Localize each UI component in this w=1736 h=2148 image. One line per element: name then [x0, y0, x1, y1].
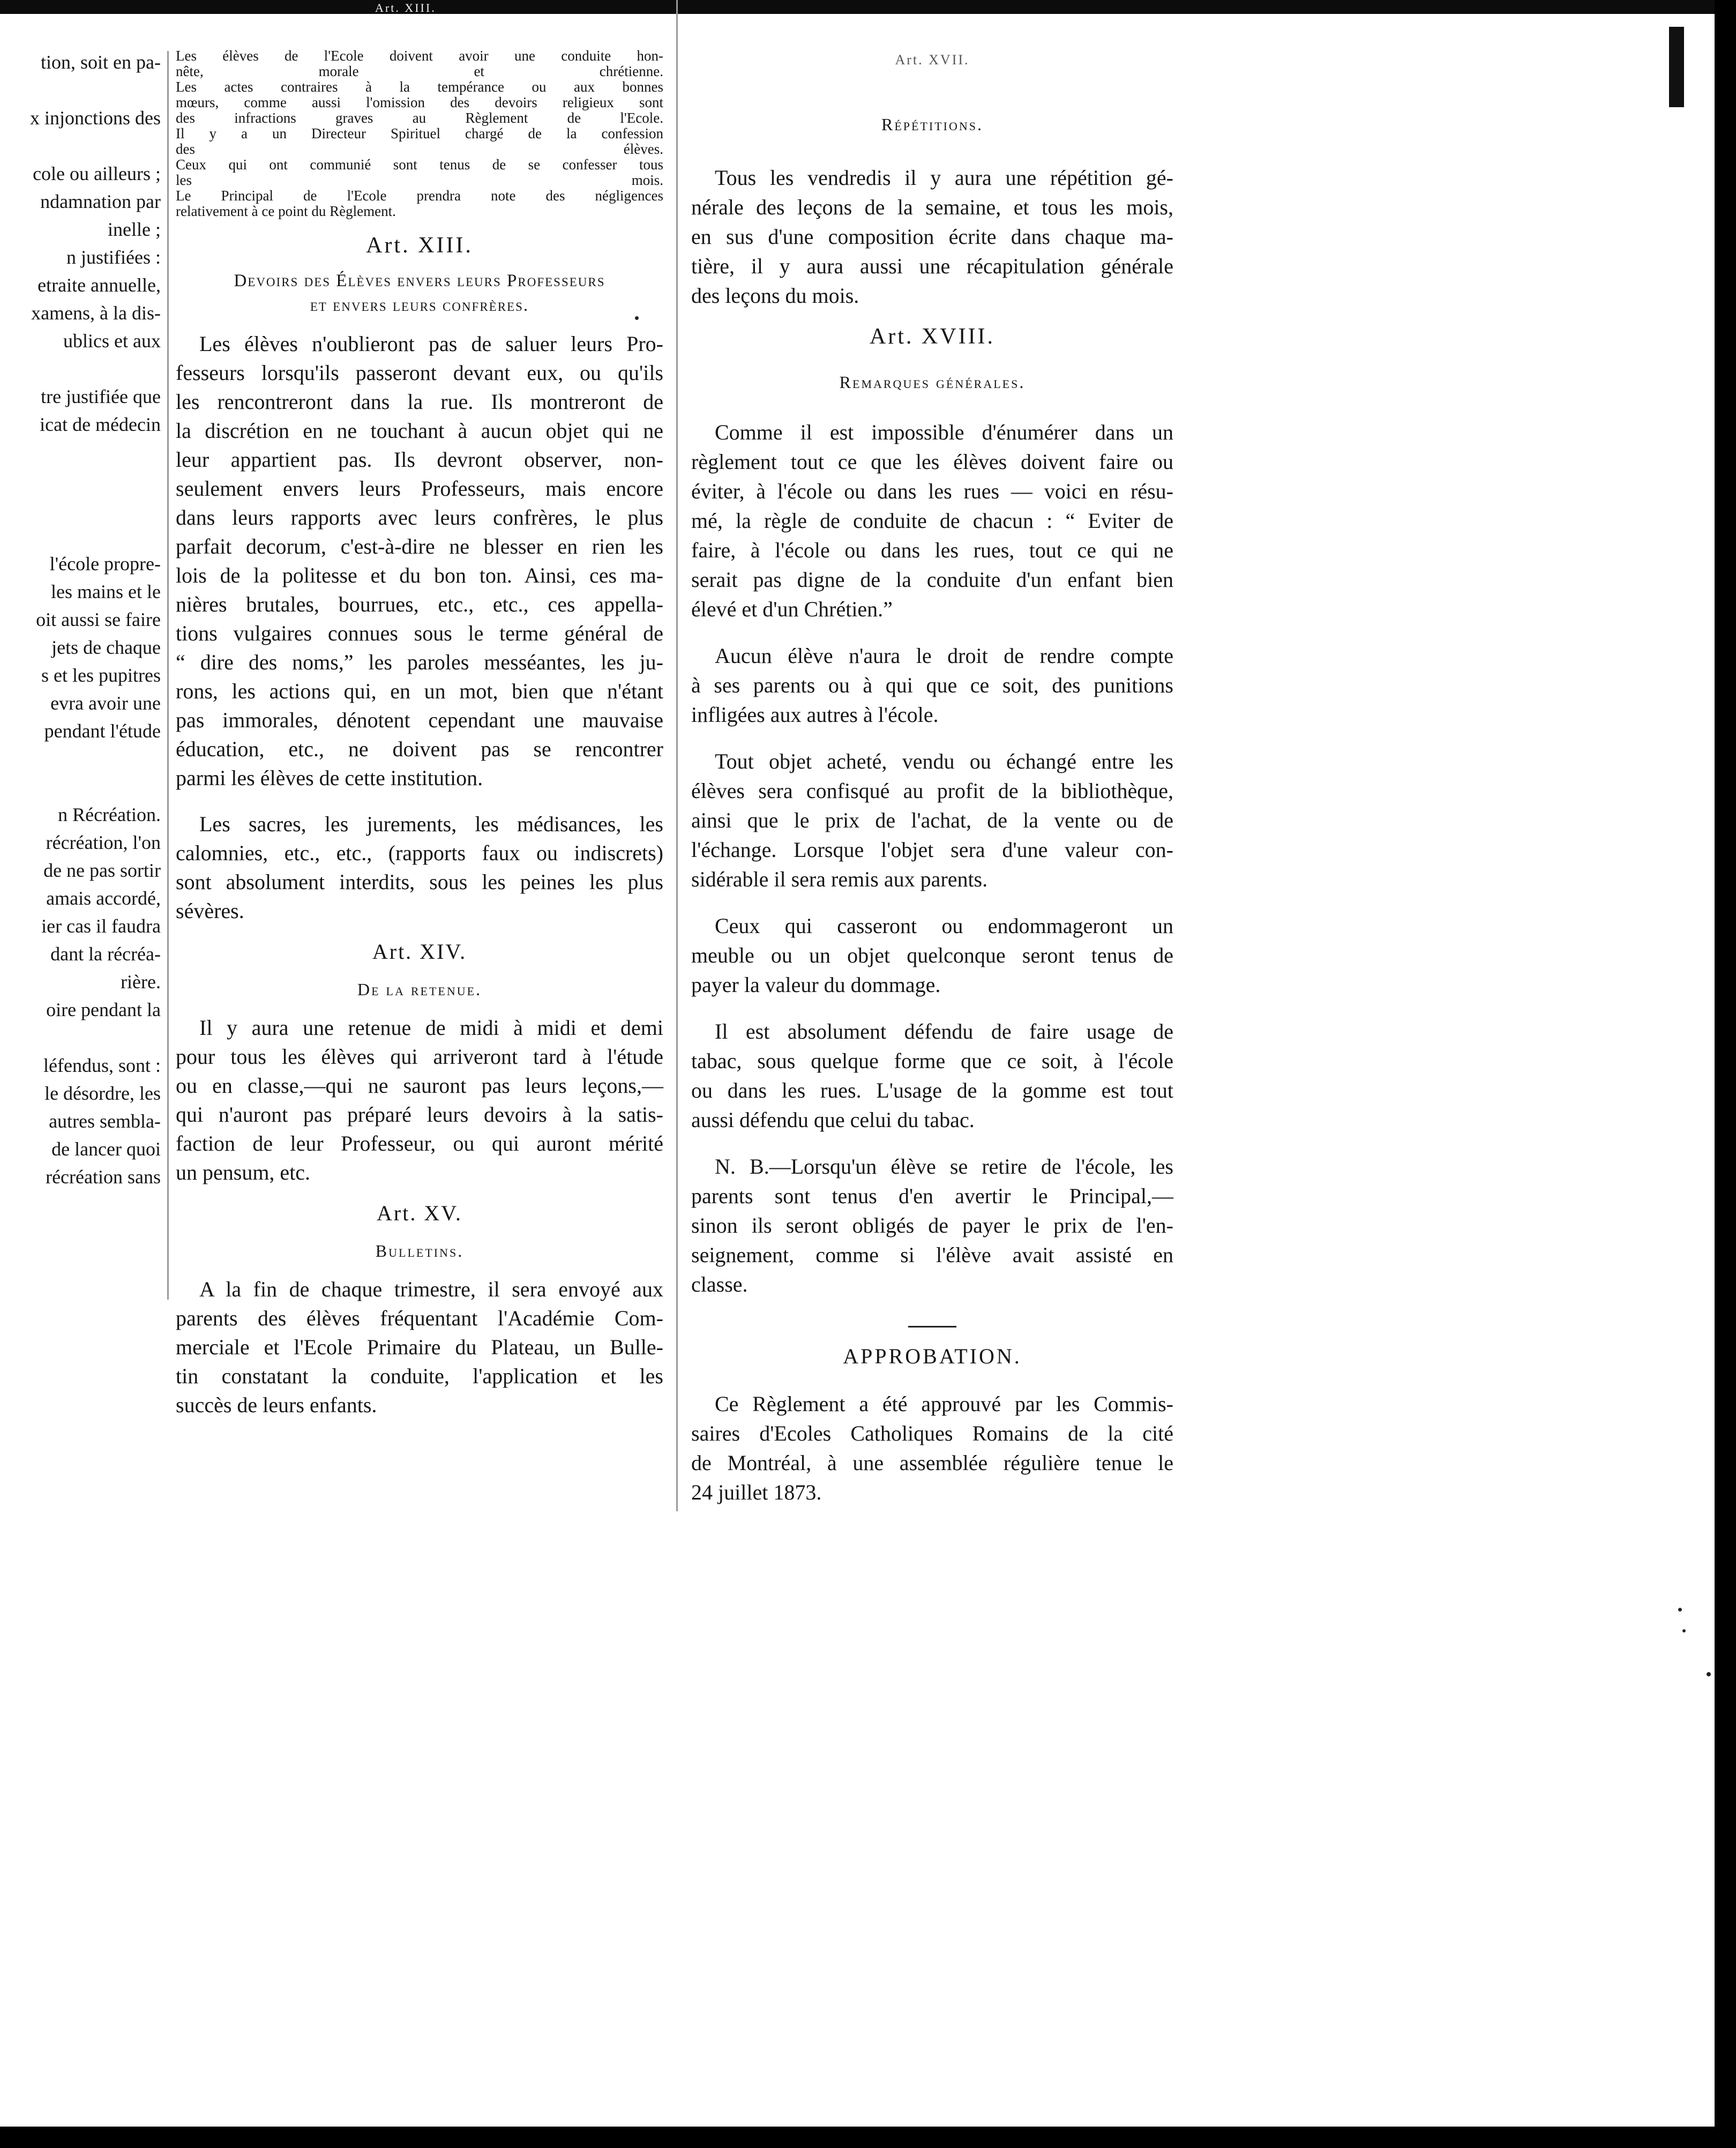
small-text-line: Le Principal de l'Ecole prendra note des négligences: [176, 188, 663, 204]
text-line: ou dans les rues. L'usage de la gomme est tout: [691, 1078, 1173, 1102]
text-line: classe.: [691, 1272, 748, 1296]
small-text-line: les mois.: [176, 172, 663, 188]
cut-text-line: [0, 132, 161, 160]
cut-text-line: jets de chaque: [51, 637, 161, 658]
text-line: l'échange. Lorsque l'objet sera d'une valeur con-: [691, 838, 1173, 862]
cut-text-line: [0, 773, 161, 801]
text-line: payer la valeur du dommage.: [691, 973, 941, 997]
scan-border-right: [1715, 0, 1736, 2148]
text-line: N. B.—Lorsqu'un élève se retire de l'école, les: [715, 1154, 1173, 1179]
text-line: sinon ils seront obligés de payer le prix de l'en-: [691, 1213, 1173, 1237]
scan-border-bottom: [0, 2127, 1736, 2148]
cut-text-line: rière.: [121, 971, 161, 993]
text-line: tabac, sous quelque forme que ce soit, à l'école: [691, 1049, 1173, 1073]
small-text-line: Ceux qui ont communié sont tenus de se confesser tous: [176, 156, 663, 173]
text-line: élevé et d'un Chrétien.”: [691, 597, 893, 621]
column-rule-left: [167, 51, 169, 1300]
text-line: tière, il y aura aussi une récapitulation générale: [691, 254, 1173, 278]
scan-speck: [635, 316, 639, 320]
text-line: la discrétion en ne touchant à aucun objet qui ne: [176, 419, 663, 443]
cut-text-line: amais accordé,: [46, 887, 161, 909]
text-line: des leçons du mois.: [691, 284, 859, 308]
article-18-paragraph-3: [691, 747, 1173, 894]
text-line: parents sont tenus d'en avertir le Principal,—: [691, 1184, 1173, 1208]
text-line: sidérable il sera remis aux parents.: [691, 867, 988, 891]
article-18-paragraph-2: [691, 641, 1173, 729]
text-line: Tous les vendredis il y aura une répétition gé-: [715, 166, 1173, 190]
text-line: merciale et l'Ecole Primaire du Plateau, un Bulle-: [176, 1335, 663, 1359]
cut-text-line: le désordre, les: [44, 1083, 161, 1104]
text-line: éviter, à l'école ou dans les rues — voici en résu-: [691, 479, 1173, 503]
scan-speck: [1682, 1629, 1686, 1632]
cut-text-line: [0, 494, 161, 522]
approbation-title: APPROBATION.: [843, 1344, 1022, 1368]
column-right: [691, 48, 1173, 1507]
text-line: Aucun élève n'aura le droit de rendre compte: [715, 644, 1173, 668]
text-line: Tout objet acheté, vendu ou échangé entre les: [715, 749, 1173, 773]
text-line: parents des élèves fréquentant l'Académie Com-: [176, 1306, 663, 1330]
small-text-line: Les actes contraires à la tempérance ou aux bonnes: [176, 79, 663, 95]
cut-text-line: etraite annuelle,: [38, 274, 161, 296]
text-line: calomnies, etc., etc., (rapports faux ou indiscrets): [176, 841, 663, 865]
text-line: nières brutales, bourrues, etc., etc., ces appella-: [176, 592, 663, 616]
text-line: qui n'auront pas préparé leurs devoirs à la satis-: [176, 1102, 663, 1127]
cut-text-line: léfendus, sont :: [43, 1055, 161, 1076]
cut-text-line: ublics et aux: [63, 330, 161, 352]
text-line: mé, la règle de conduite de chacun : “ Eviter de: [691, 509, 1173, 533]
article-15-subtitle: Bulletins.: [375, 1241, 464, 1261]
small-text-line: nête, morale et chrétienne.: [176, 63, 663, 79]
text-line: lois de la politesse et du bon ton. Ainsi, ces ma-: [176, 563, 663, 587]
text-line: A la fin de chaque trimestre, il sera envoyé aux: [199, 1277, 663, 1301]
cut-text-line: ndamnation par: [40, 191, 161, 212]
cut-text-line: de ne pas sortir: [43, 860, 161, 881]
text-line: pour tous les élèves qui arriveront tard à l'étude: [176, 1045, 663, 1069]
article-14-title: Art. XIV.: [372, 939, 467, 964]
text-line: sévères.: [176, 899, 244, 923]
text-line: 24 juillet 1873.: [691, 1480, 822, 1504]
text-line: aussi défendu que celui du tabac.: [691, 1108, 975, 1132]
cut-text-line: de lancer quoi: [51, 1138, 161, 1160]
small-text-line: des infractions graves au Règlement de l'Ecole.: [176, 110, 663, 126]
text-line: parmi les élèves de cette institution.: [176, 766, 483, 790]
article-18-paragraph-4: [691, 911, 1173, 1000]
scan-speck: [1678, 1608, 1682, 1612]
cut-text-line: récréation, l'on: [46, 832, 161, 853]
article-13-heading-line-1: Devoirs des Élèves envers leurs Professeurs: [234, 271, 605, 290]
cut-text-line: dant la récréa-: [50, 943, 161, 965]
cut-text-line: [0, 466, 161, 494]
text-line: succès de leurs enfants.: [176, 1393, 377, 1417]
article-13-heading-line-2: et envers leurs confrères.: [310, 296, 529, 315]
text-line: en sus d'une composition écrite dans chaque ma-: [691, 225, 1173, 249]
text-line: ou en classe,—qui ne sauront pas leurs leçons,—: [176, 1073, 663, 1098]
article-18-subtitle: Remarques générales.: [839, 372, 1026, 392]
text-line: fesseurs lorsqu'ils passeront devant eux, ou qu'ils: [176, 361, 663, 385]
article-13-paragraph-1: [176, 330, 663, 793]
small-text-line: mœurs, comme aussi l'omission des devoirs religieux sont: [176, 94, 663, 110]
text-line: rons, les actions qui, en un mot, bien que n'étant: [176, 679, 663, 703]
section-divider: [908, 1326, 956, 1327]
cut-text-line: evra avoir une: [50, 692, 161, 714]
text-line: de Montréal, à une assemblée régulière tenue le: [691, 1451, 1173, 1475]
article-18-paragraph-1: [691, 417, 1173, 624]
cut-text-line: icat de médecin: [40, 414, 161, 435]
scan-speck: [1707, 1672, 1711, 1676]
text-line: les rencontreront dans la rue. Ils montreront de: [176, 390, 663, 414]
small-text-line: relativement à ce point du Règlement.: [176, 203, 396, 219]
article-13-paragraph-2: [176, 810, 663, 926]
text-line: tions vulgaires connues sous le terme général de: [176, 621, 663, 645]
article-13-title: Art. XIII.: [366, 233, 473, 258]
text-line: meuble ou un objet quelconque seront tenus de: [691, 943, 1173, 967]
cut-text-line: autres sembla-: [49, 1110, 161, 1132]
text-line: seulement envers leurs Professeurs, mais encore: [176, 476, 663, 501]
cut-text-line: tion, soit en pa-: [41, 51, 161, 73]
text-line: saires d'Ecoles Catholiques Romains de la cité: [691, 1421, 1173, 1445]
text-line: infligées aux autres à l'école.: [691, 703, 939, 727]
cut-text-line: n justifiées :: [66, 247, 161, 268]
cut-text-line: oire pendant la: [46, 999, 161, 1020]
text-line: sont absolument interdits, sous les peines les plus: [176, 870, 663, 894]
cut-header-left: Art. XIII.: [375, 1, 436, 14]
article-15-title: Art. XV.: [377, 1201, 462, 1225]
text-line: Les sacres, les jurements, les médisances, les: [199, 812, 663, 836]
article-18-title: Art. XVIII.: [869, 324, 996, 349]
column-middle: [176, 48, 663, 1420]
article-18-paragraph-5: [691, 1017, 1173, 1135]
text-line: un pensum, etc.: [176, 1160, 311, 1184]
text-line: leur appartient pas. Ils devront observer, non-: [176, 447, 663, 472]
cut-text-line: s et les pupitres: [41, 665, 161, 686]
text-line: Il est absolument défendu de faire usage de: [715, 1019, 1173, 1043]
cut-text-line: xamens, à la dis-: [31, 302, 161, 324]
small-text-line: Les élèves de l'Ecole doivent avoir une conduite hon-: [176, 48, 663, 64]
cut-text-line: récréation sans: [46, 1166, 161, 1188]
text-line: Comme il est impossible d'énumérer dans un: [715, 420, 1173, 444]
article-14-subtitle: De la retenue.: [357, 980, 482, 999]
cut-text-line: [0, 1024, 161, 1051]
cut-text-line: [0, 745, 161, 773]
text-line: à ses parents ou à qui que ce soit, des punitions: [691, 673, 1173, 697]
text-line: Ceux qui casseront ou endommageront un: [715, 914, 1173, 938]
article-18-paragraph-6: [691, 1152, 1173, 1299]
text-line: éducation, etc., ne doivent pas se rencontrer: [176, 737, 663, 761]
article-12-text: [176, 48, 663, 219]
text-line: règlement tout ce que les élèves doivent faire ou: [691, 450, 1173, 474]
cut-text-line: pendant l'étude: [44, 720, 161, 742]
text-line: élèves sera confisqué au profit de la bibliothèque,: [691, 779, 1173, 803]
text-line: dans leurs rapports avec leurs confrères, le plus: [176, 505, 663, 529]
article-14-paragraph: [176, 1013, 663, 1187]
text-line: Les élèves n'oublieront pas de saluer leurs Pro-: [199, 332, 663, 356]
text-line: Ce Règlement a été approuvé par les Commis-: [715, 1392, 1173, 1416]
cut-header-right: Art. XVII.: [895, 52, 970, 68]
cut-text-line: les mains et le: [51, 581, 161, 602]
text-line: seignement, comme si l'élève avait assisté en: [691, 1243, 1173, 1267]
article-17-paragraph: [691, 163, 1173, 310]
cut-text-line: ier cas il faudra: [41, 915, 161, 937]
text-line: “ dire des noms,” les paroles messéantes, les ju-: [176, 650, 663, 674]
cut-text-line: [0, 355, 161, 383]
text-line: parfait decorum, c'est-à-dire ne blesser en rien les: [176, 534, 663, 558]
column-left-cut: [0, 48, 161, 1191]
text-line: faction de leur Professeur, ou qui auront mérité: [176, 1131, 663, 1155]
top-edge-band: [0, 0, 1715, 14]
article-15-paragraph: [176, 1275, 663, 1420]
cut-text-line: [0, 522, 161, 550]
text-line: ainsi que le prix de l'achat, de la vente ou de: [691, 808, 1173, 832]
cut-text-line: [0, 76, 161, 104]
text-line: serait pas digne de la conduite d'un enfant bien: [691, 568, 1173, 592]
cut-text-line: inelle ;: [108, 219, 161, 240]
cut-text-line: [0, 438, 161, 466]
text-line: pas immorales, dénotent cependant une mauvaise: [176, 708, 663, 732]
cut-text-line: oit aussi se faire: [36, 609, 161, 630]
text-line: nérale des leçons de la semaine, et tous les mois,: [691, 195, 1173, 219]
text-line: tin constatant la conduite, l'application et les: [176, 1364, 663, 1388]
small-text-line: Il y a un Directeur Spirituel chargé de la confession: [176, 125, 663, 141]
cut-text-line: l'école propre-: [49, 553, 161, 575]
column-rule-middle: [676, 0, 678, 1511]
cut-text-line: cole ou ailleurs ;: [33, 163, 161, 184]
small-text-line: des élèves.: [176, 141, 663, 157]
cut-text-line: tre justifiée que: [41, 386, 161, 407]
text-line: faire, à l'école ou dans les rues, tout ce qui ne: [691, 538, 1173, 562]
right-edge-tick: [1669, 27, 1684, 107]
approbation-paragraph: [691, 1389, 1173, 1507]
cut-text-line: n Récréation.: [58, 804, 161, 825]
text-line: Il y aura une retenue de midi à midi et demi: [199, 1016, 663, 1040]
article-17-subtitle: Répétitions.: [881, 115, 983, 134]
cut-text-line: x injonctions des: [30, 107, 161, 129]
